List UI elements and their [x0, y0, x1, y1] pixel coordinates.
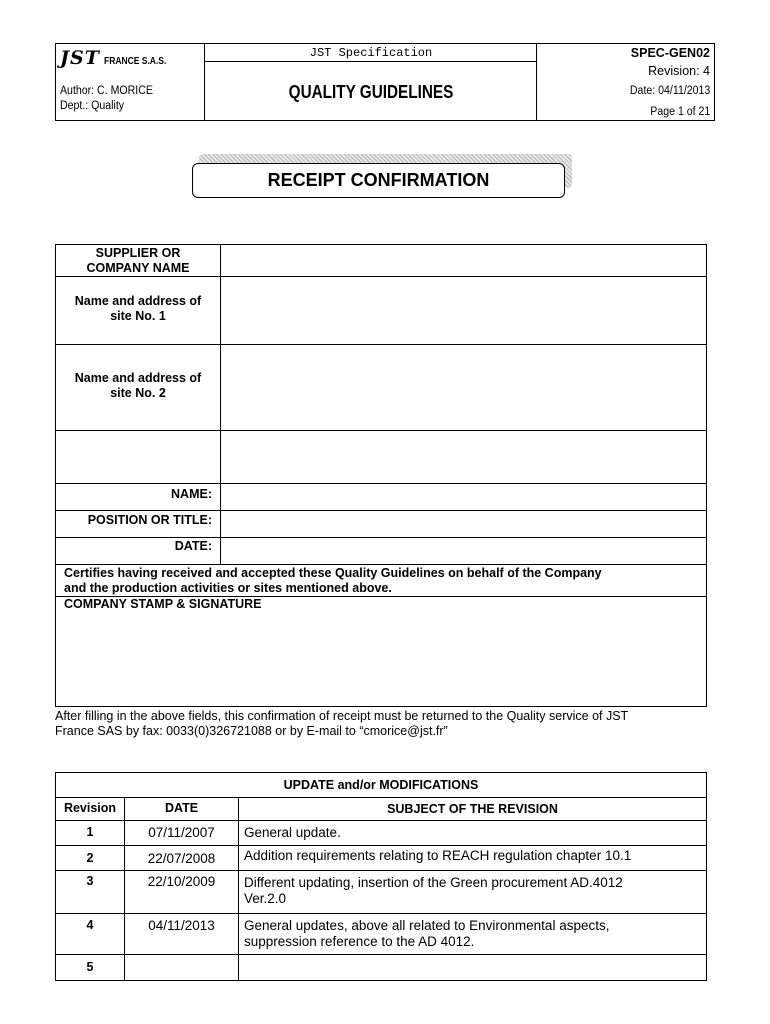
- table-title: UPDATE and/or MODIFICATIONS: [283, 778, 479, 792]
- stamp-signature-label: COMPANY STAMP & SIGNATURE: [64, 597, 262, 611]
- author-block: [60, 84, 153, 114]
- site2-label-line: site No. 2: [110, 386, 166, 400]
- revision-number-cell: 5: [86, 960, 94, 974]
- date-label: DATE:: [174, 539, 212, 553]
- certification-text: [64, 566, 700, 596]
- revision-subject-cell: General update.: [244, 825, 341, 840]
- logo-mark: JST: [60, 47, 100, 69]
- revision-subject-cell: Addition requirements relating to REACH regulation chapter 10.1: [244, 848, 632, 863]
- form-divider: [56, 564, 706, 565]
- revision-number-cell: 2: [86, 851, 94, 865]
- revision-number-cell: 3: [86, 874, 94, 888]
- revision-number: Revision: 4: [648, 64, 710, 78]
- certification-line: Certifies having received and accepted these Quality Guidelines on behalf of the Company: [64, 566, 602, 580]
- header-divider: [204, 44, 205, 120]
- site2-address-field[interactable]: [222, 345, 706, 430]
- subject-line: Ver.2.0: [244, 891, 287, 906]
- column-header-revision: Revision: [63, 801, 117, 815]
- name-field[interactable]: [222, 484, 706, 510]
- site1-address-field[interactable]: [222, 277, 706, 344]
- spec-code: SPEC-GEN02: [630, 46, 710, 60]
- site1-label-line: Name and address of: [74, 294, 202, 308]
- supplier-label-line: SUPPLIER OR: [95, 246, 181, 260]
- document-date: Date: 04/11/2013: [629, 85, 711, 97]
- receipt-title: RECEIPT CONFIRMATION: [192, 163, 565, 198]
- name-label: NAME:: [171, 487, 212, 501]
- revision-subject-cell: [244, 918, 704, 950]
- instruction-line: After filling in the above fields, this confirmation of receipt must be returned to the Quality service of JST: [55, 709, 629, 723]
- revision-date-cell: 07/11/2007: [148, 825, 215, 840]
- company-name: FRANCE S.A.S.: [103, 56, 167, 67]
- instruction-line: France SAS by fax: 0033(0)326721088 or by E-mail to “cmorice@jst.fr”: [55, 724, 448, 738]
- extra-site-field[interactable]: [222, 431, 706, 483]
- supplier-name-field[interactable]: [222, 245, 706, 276]
- column-header-date: DATE: [164, 801, 199, 815]
- subject-line: General updates, above all related to Environmental aspects,: [244, 918, 610, 933]
- document-header: [55, 43, 715, 121]
- supplier-label-line: COMPANY NAME: [86, 261, 190, 275]
- header-divider: [205, 61, 536, 62]
- revision-date-cell: 22/10/2009: [147, 874, 216, 889]
- revision-history-table: [55, 772, 707, 981]
- table-divider: [56, 820, 706, 821]
- table-divider: [56, 797, 706, 798]
- site1-label-line: site No. 1: [110, 309, 166, 323]
- revision-date-cell: 04/11/2013: [148, 918, 215, 933]
- supplier-label: [56, 246, 220, 276]
- date-field[interactable]: [222, 538, 706, 564]
- site2-label: [56, 371, 220, 401]
- receipt-form: [55, 244, 707, 707]
- return-instructions: [55, 709, 715, 739]
- author: Author: C. MORICE: [60, 85, 153, 97]
- table-divider: [56, 913, 706, 914]
- table-divider: [56, 845, 706, 846]
- revision-date-cell: 22/07/2008: [147, 851, 216, 866]
- spec-label: JST Specification: [309, 46, 433, 60]
- page-number: Page 1 of 21: [650, 106, 711, 118]
- department: Dept.: Quality: [60, 100, 125, 112]
- company-logo: [60, 47, 177, 69]
- table-divider: [56, 954, 706, 955]
- certification-line: and the production activities or sites mentioned above.: [64, 581, 392, 595]
- form-divider: [220, 245, 221, 564]
- table-divider: [238, 797, 239, 980]
- position-field[interactable]: [222, 511, 706, 537]
- revision-number-cell: 4: [86, 918, 94, 932]
- table-divider: [56, 870, 706, 871]
- position-label: POSITION OR TITLE:: [87, 513, 212, 527]
- column-header-subject: SUBJECT OF THE REVISION: [387, 802, 558, 816]
- stamp-signature-field[interactable]: [56, 613, 706, 706]
- subject-line: suppression reference to the AD 4012.: [244, 934, 475, 949]
- subject-line: Different updating, insertion of the Green procurement AD.4012: [244, 875, 623, 890]
- document-title: QUALITY GUIDELINES: [288, 82, 454, 102]
- site2-label-line: Name and address of: [74, 371, 202, 385]
- revision-subject-cell: [244, 875, 704, 907]
- revision-number-cell: 1: [86, 825, 94, 839]
- site1-label: [56, 294, 220, 324]
